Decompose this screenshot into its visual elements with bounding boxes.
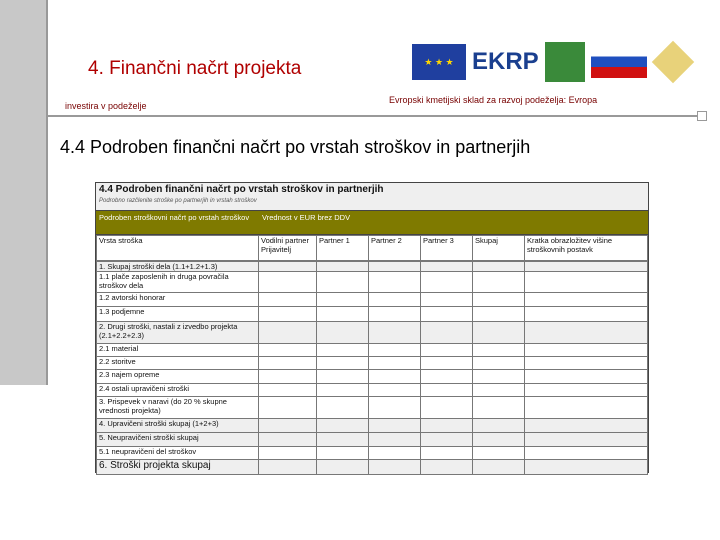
value-cell — [421, 344, 473, 357]
value-cell — [473, 357, 525, 370]
value-cell — [317, 397, 369, 419]
value-cell — [421, 307, 473, 322]
row-label: 2.2 storitve — [97, 357, 259, 370]
value-cell — [473, 419, 525, 433]
las-logo — [651, 41, 693, 83]
value-cell — [525, 293, 648, 307]
value-cell — [421, 419, 473, 433]
value-cell — [473, 460, 525, 475]
value-cell — [317, 322, 369, 344]
cost-rows — [96, 261, 648, 475]
value-cell — [317, 293, 369, 307]
row-label: 4. Upravičeni stroški skupaj (1+2+3) — [97, 419, 259, 433]
value-cell — [369, 433, 421, 447]
row-label: 2.4 ostali upravičeni stroški — [97, 384, 259, 397]
value-cell — [259, 272, 317, 293]
value-cell — [369, 262, 421, 272]
value-cell — [259, 419, 317, 433]
value-cell — [473, 447, 525, 460]
leader-logo — [545, 42, 585, 82]
value-cell — [525, 262, 648, 272]
value-cell — [317, 344, 369, 357]
row-label: 1. Skupaj stroški dela (1.1+1.2+1.3) — [97, 262, 259, 272]
value-cell — [369, 307, 421, 322]
header-cell: Partner 3 — [421, 236, 473, 261]
table-row — [97, 447, 648, 460]
value-cell — [369, 447, 421, 460]
value-cell — [421, 322, 473, 344]
row-label: 1.3 podjemne — [97, 307, 259, 322]
sheet-note: Podrobno razčlenite stroške po partnerjih in vrstah stroškov — [99, 198, 257, 204]
value-cell — [259, 447, 317, 460]
table-row — [97, 307, 648, 322]
header-cell: Partner 1 — [317, 236, 369, 261]
value-cell — [421, 433, 473, 447]
slovenia-flag-logo — [591, 46, 647, 78]
divider-square — [697, 111, 707, 121]
left-decor-bar — [0, 0, 48, 385]
value-cell — [259, 433, 317, 447]
value-cell — [525, 397, 648, 419]
header-cell: Vodilni partner Prijavitelj — [259, 236, 317, 261]
value-cell — [473, 344, 525, 357]
value-cell — [525, 357, 648, 370]
value-cell — [259, 344, 317, 357]
table-row — [97, 370, 648, 384]
slide-heading: 4.4 Podroben finančni načrt po vrstah stroškov in partnerjih — [60, 137, 531, 157]
value-cell — [259, 397, 317, 419]
value-cell — [525, 460, 648, 475]
value-cell — [421, 262, 473, 272]
table-row — [97, 397, 648, 419]
row-label: 1.2 avtorski honorar — [97, 293, 259, 307]
row-label: 3. Prispevek v naravi (do 20 % skupne vrednosti projekta) — [97, 397, 259, 419]
fund-text: Evropski kmetijski sklad za razvoj podeželja: Evropa — [389, 95, 598, 105]
value-cell — [369, 357, 421, 370]
header-cell: Vrsta stroška — [97, 236, 259, 261]
table-row — [97, 419, 648, 433]
value-cell — [473, 262, 525, 272]
value-cell — [421, 272, 473, 293]
table-row — [97, 262, 648, 272]
value-cell — [421, 447, 473, 460]
value-cell — [317, 370, 369, 384]
sheet-band — [96, 211, 648, 235]
table-row — [97, 433, 648, 447]
value-cell — [421, 460, 473, 475]
value-cell — [259, 293, 317, 307]
slide-subtitle: investira v podeželje — [65, 101, 147, 111]
financial-plan-table-image — [95, 182, 649, 473]
value-cell — [259, 307, 317, 322]
value-cell — [473, 384, 525, 397]
value-cell — [525, 344, 648, 357]
value-cell — [525, 307, 648, 322]
sheet-title-block — [96, 183, 648, 211]
row-label: 2.1 material — [97, 344, 259, 357]
value-cell — [259, 384, 317, 397]
value-cell — [369, 272, 421, 293]
row-label: 5. Neupravičeni stroški skupaj — [97, 433, 259, 447]
table-row — [97, 322, 648, 344]
value-cell — [317, 433, 369, 447]
header-cell: Skupaj — [473, 236, 525, 261]
row-label: 6. Stroški projekta skupaj — [97, 460, 259, 475]
value-cell — [473, 397, 525, 419]
band-left: Podroben stroškovni načrt po vrstah stroškov — [99, 213, 250, 222]
value-cell — [259, 357, 317, 370]
logo-strip — [412, 42, 693, 82]
value-cell — [369, 460, 421, 475]
value-cell — [259, 262, 317, 272]
value-cell — [473, 307, 525, 322]
value-cell — [317, 307, 369, 322]
value-cell — [421, 397, 473, 419]
value-cell — [525, 419, 648, 433]
value-cell — [421, 357, 473, 370]
table-row — [97, 384, 648, 397]
header-cell: Partner 2 — [369, 236, 421, 261]
value-cell — [473, 433, 525, 447]
value-cell — [317, 447, 369, 460]
value-cell — [525, 272, 648, 293]
value-cell — [525, 322, 648, 344]
value-cell — [369, 370, 421, 384]
value-cell — [421, 370, 473, 384]
value-cell — [473, 293, 525, 307]
table-row — [97, 272, 648, 293]
slide-title: 4. Finančni načrt projekta — [88, 58, 302, 79]
value-cell — [525, 447, 648, 460]
value-cell — [369, 344, 421, 357]
value-cell — [317, 460, 369, 475]
header-cell: Kratka obrazložitev višine stroškovnih postavk — [525, 236, 648, 261]
table-row — [97, 293, 648, 307]
row-label: 5.1 neupravičeni del stroškov — [97, 447, 259, 460]
value-cell — [525, 433, 648, 447]
value-cell — [317, 419, 369, 433]
value-cell — [421, 384, 473, 397]
value-cell — [369, 419, 421, 433]
eu-logo: ★ ★ ★ — [412, 44, 466, 80]
value-cell — [473, 370, 525, 384]
ekrp-logo: EKRP — [472, 48, 539, 75]
value-cell — [317, 272, 369, 293]
cost-table — [96, 235, 648, 261]
value-cell — [369, 293, 421, 307]
divider — [47, 115, 697, 117]
row-label: 2.3 najem opreme — [97, 370, 259, 384]
value-cell — [473, 322, 525, 344]
table-row — [97, 357, 648, 370]
row-label: 2. Drugi stroški, nastali z izvedbo projekta (2.1+2.2+2.3) — [97, 322, 259, 344]
table-row — [97, 344, 648, 357]
value-cell — [317, 357, 369, 370]
value-cell — [369, 384, 421, 397]
value-cell — [525, 384, 648, 397]
value-cell — [259, 322, 317, 344]
band-right: Vrednost v EUR brez DDV — [262, 213, 351, 222]
value-cell — [369, 322, 421, 344]
value-cell — [317, 384, 369, 397]
sheet-title: 4.4 Podroben finančni načrt po vrstah stroškov in partnerjih — [99, 184, 384, 195]
row-label: 1.1 plače zaposlenih in druga povračila stroškov dela — [97, 272, 259, 293]
value-cell — [525, 370, 648, 384]
table-header-row — [97, 236, 648, 261]
value-cell — [369, 397, 421, 419]
value-cell — [473, 272, 525, 293]
table-row — [97, 460, 648, 475]
value-cell — [259, 370, 317, 384]
value-cell — [421, 293, 473, 307]
value-cell — [317, 262, 369, 272]
value-cell — [259, 460, 317, 475]
